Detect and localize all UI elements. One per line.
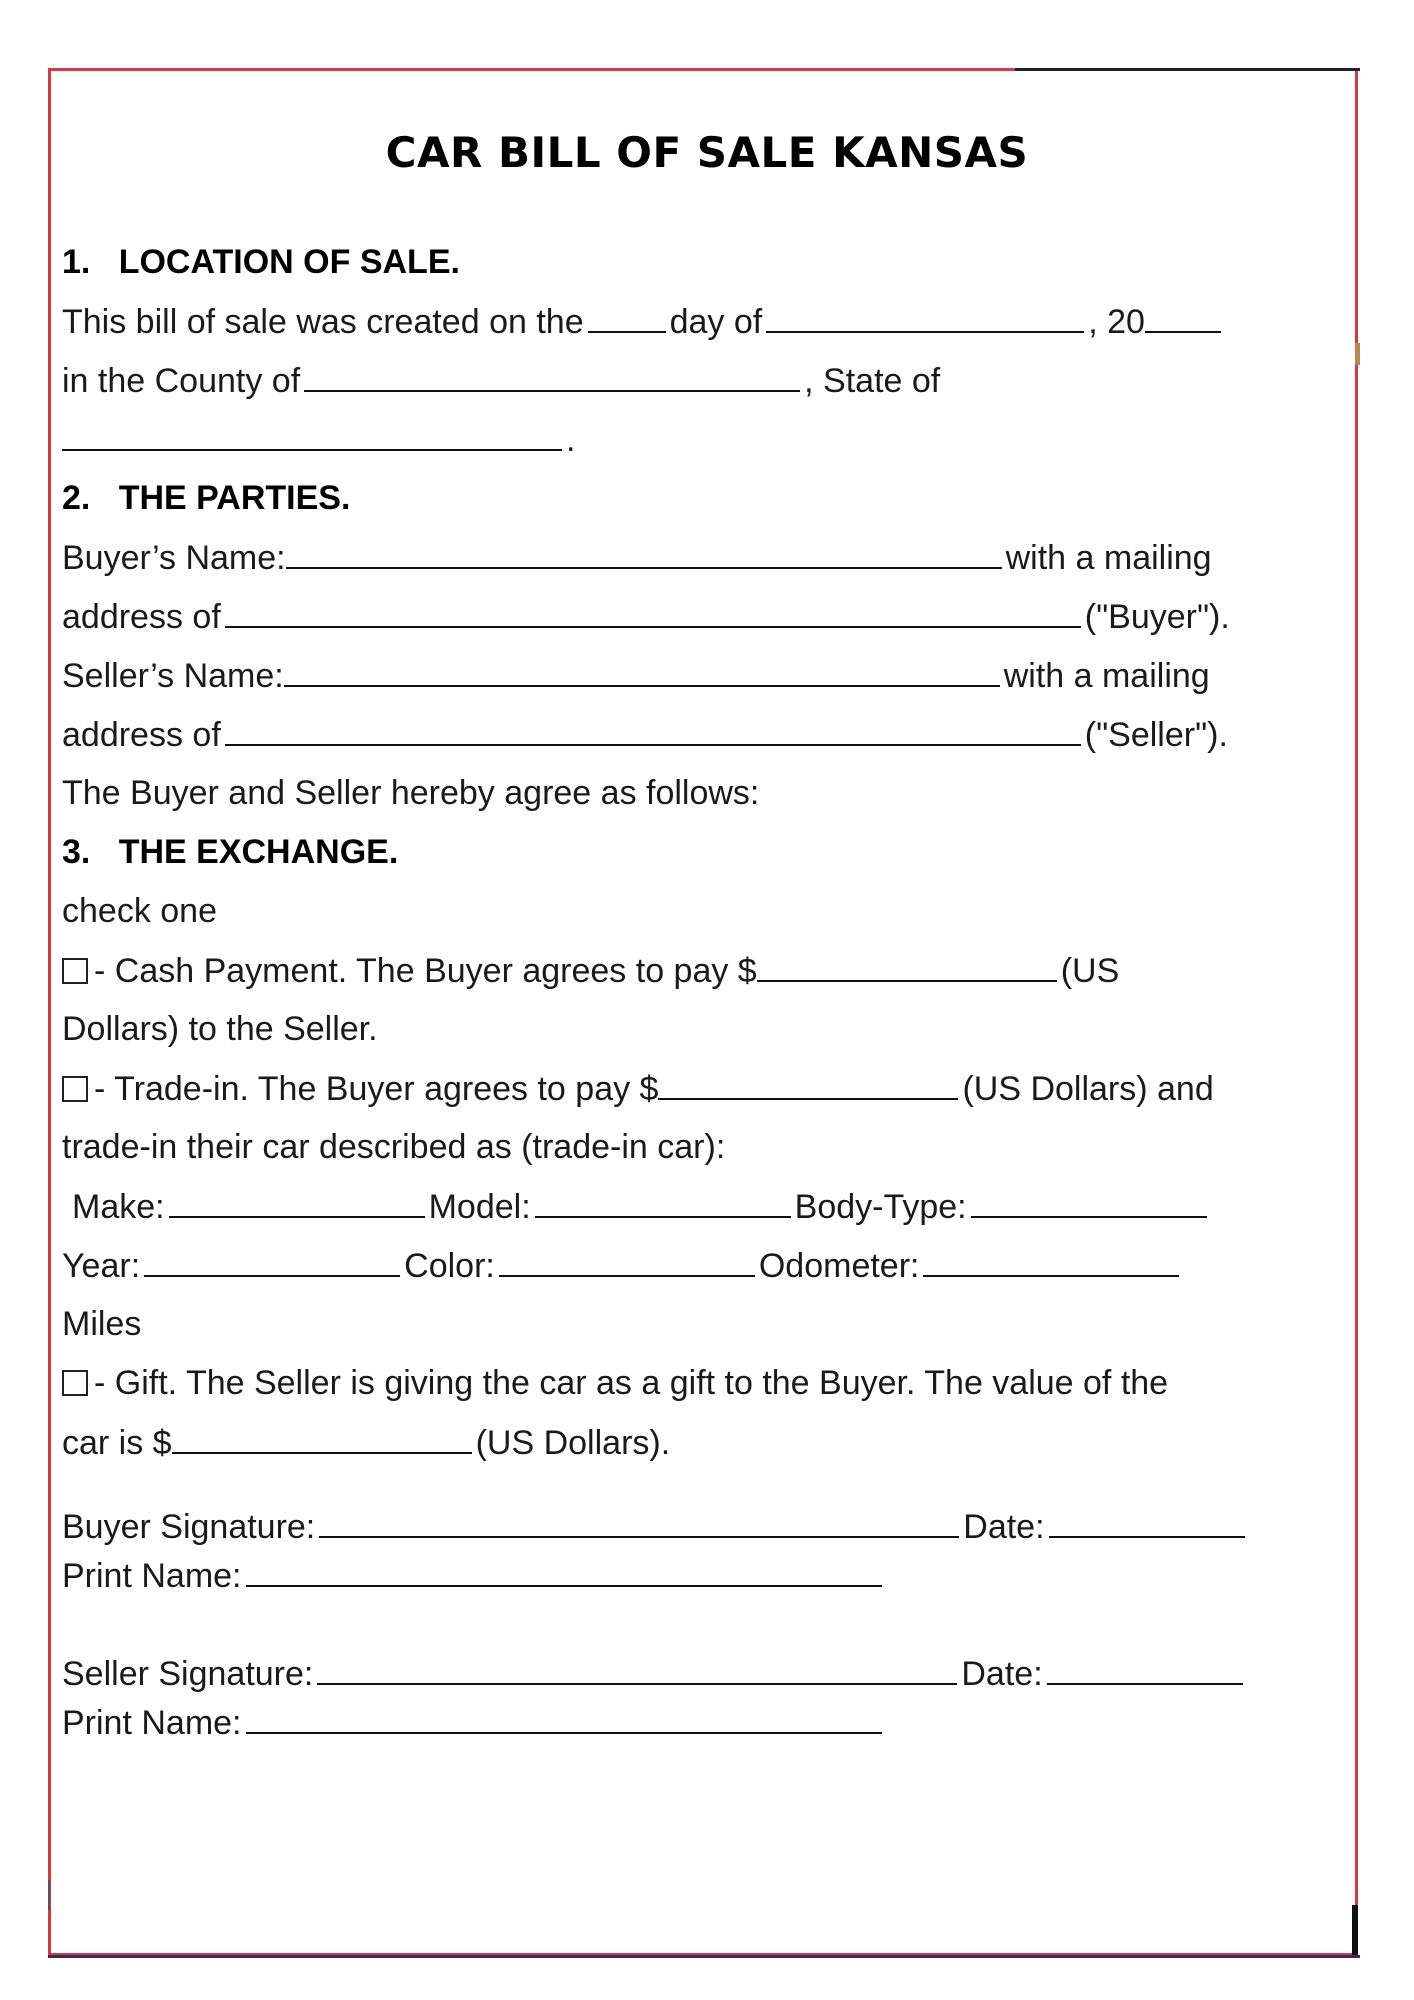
- gift-checkbox[interactable]: [62, 1370, 88, 1396]
- gift-value-line: [62, 1422, 670, 1463]
- trade-in-amount-field[interactable]: [658, 1068, 958, 1100]
- seller-print-field[interactable]: [246, 1702, 882, 1734]
- day-of-text: day of: [669, 303, 763, 341]
- section-1-heading: 1. LOCATION OF SALE.: [62, 243, 460, 281]
- gift-amount-field[interactable]: [172, 1422, 472, 1454]
- model-label: Model:: [428, 1188, 531, 1226]
- model-field[interactable]: [535, 1186, 791, 1218]
- buyer-name-field[interactable]: [286, 537, 1002, 569]
- buyer-address-label: address of: [62, 598, 221, 636]
- section-3-heading: 3. THE EXCHANGE.: [62, 833, 399, 871]
- trade-in-checkbox[interactable]: [62, 1076, 88, 1102]
- buyer-tag: ("Buyer").: [1084, 598, 1230, 636]
- buyer-print-label: Print Name:: [62, 1557, 242, 1595]
- buyer-mailing-text: with a mailing: [1005, 539, 1212, 577]
- state-line: [62, 419, 575, 460]
- border-top-accent: [1015, 68, 1360, 71]
- buyer-print-field[interactable]: [246, 1555, 882, 1587]
- seller-name-field[interactable]: [284, 655, 1000, 687]
- year-prefix-text: , 20: [1088, 303, 1145, 341]
- check-one-text: check one: [62, 892, 217, 930]
- seller-address-label: address of: [62, 716, 221, 754]
- month-field[interactable]: [766, 301, 1084, 333]
- miles-text: Miles: [62, 1305, 142, 1343]
- odometer-label: Odometer:: [758, 1247, 920, 1285]
- buyer-signature-field[interactable]: [319, 1506, 959, 1538]
- buyer-signature-line: [62, 1506, 1249, 1547]
- seller-signature-line: [62, 1653, 1247, 1694]
- created-on-text: This bill of sale was created on the: [62, 303, 584, 341]
- gift-line: [62, 1363, 1168, 1403]
- buyer-signature-label: Buyer Signature:: [62, 1508, 316, 1546]
- county-line: [62, 360, 940, 401]
- border-side-mark: [1355, 343, 1360, 365]
- body-type-label: Body-Type:: [794, 1188, 967, 1226]
- seller-name-line: [62, 655, 1210, 696]
- seller-address-field[interactable]: [225, 714, 1081, 746]
- trade-in-text: - Trade-in. The Buyer agrees to pay $: [94, 1070, 659, 1108]
- vehicle-details-line-1: [72, 1186, 1211, 1227]
- buyer-date-field[interactable]: [1049, 1506, 1245, 1538]
- cash-payment-line-2: Dollars) to the Seller.: [62, 1010, 378, 1048]
- agreement-text: The Buyer and Seller hereby agree as follows:: [62, 774, 760, 812]
- state-end-period: .: [566, 421, 576, 459]
- state-label: , State of: [804, 362, 941, 400]
- color-label: Color:: [404, 1247, 495, 1285]
- buyer-address-field[interactable]: [225, 596, 1081, 628]
- sale-date-line: [62, 301, 1225, 342]
- seller-print-line: [62, 1702, 886, 1743]
- buyer-name-line: [62, 537, 1212, 578]
- year-field[interactable]: [1145, 301, 1221, 333]
- state-field[interactable]: [62, 419, 562, 451]
- gift-currency-text: (US Dollars).: [475, 1424, 671, 1462]
- border-bottom-accent: [48, 1955, 1360, 1958]
- cash-currency-text: (US: [1060, 952, 1120, 990]
- seller-date-field[interactable]: [1047, 1653, 1243, 1685]
- border-left-mark: [48, 1880, 50, 1910]
- vehicle-details-line-2: [62, 1245, 1183, 1286]
- buyer-print-line: [62, 1555, 886, 1596]
- seller-mailing-text: with a mailing: [1003, 657, 1210, 695]
- seller-signature-field[interactable]: [317, 1653, 957, 1685]
- section-2-heading: 2. THE PARTIES.: [62, 479, 351, 517]
- make-label: Make:: [72, 1188, 165, 1226]
- gift-value-text: car is $: [62, 1424, 172, 1462]
- gift-text: - Gift. The Seller is giving the car as a gift to the Buyer. The value of the: [94, 1364, 1169, 1402]
- cash-payment-line: [62, 950, 1119, 991]
- cash-payment-text: - Cash Payment. The Buyer agrees to pay $: [94, 952, 757, 990]
- trade-in-description: trade-in their car described as (trade-in car):: [62, 1128, 726, 1166]
- vehicle-year-field[interactable]: [144, 1245, 400, 1277]
- county-field[interactable]: [304, 360, 800, 392]
- body-type-field[interactable]: [971, 1186, 1207, 1218]
- year-label: Year:: [62, 1247, 141, 1285]
- trade-in-currency-text: (US Dollars) and: [962, 1070, 1214, 1108]
- buyer-address-line: [62, 596, 1230, 637]
- seller-signature-label: Seller Signature:: [62, 1655, 314, 1693]
- buyer-name-label: Buyer’s Name:: [62, 539, 286, 577]
- day-field[interactable]: [588, 301, 666, 333]
- county-label: in the County of: [62, 362, 301, 400]
- seller-date-label: Date:: [961, 1655, 1043, 1693]
- seller-tag: ("Seller").: [1084, 716, 1228, 754]
- seller-address-line: [62, 714, 1228, 755]
- buyer-date-label: Date:: [963, 1508, 1045, 1546]
- cash-amount-field[interactable]: [757, 950, 1057, 982]
- trade-in-line: [62, 1068, 1214, 1109]
- color-field[interactable]: [499, 1245, 755, 1277]
- border-corner-mark: [1352, 1905, 1358, 1955]
- odometer-field[interactable]: [923, 1245, 1179, 1277]
- seller-name-label: Seller’s Name:: [62, 657, 284, 695]
- make-field[interactable]: [169, 1186, 425, 1218]
- seller-print-label: Print Name:: [62, 1704, 242, 1742]
- cash-payment-checkbox[interactable]: [62, 958, 88, 984]
- document-title: CAR BILL OF SALE KANSAS: [385, 128, 1029, 177]
